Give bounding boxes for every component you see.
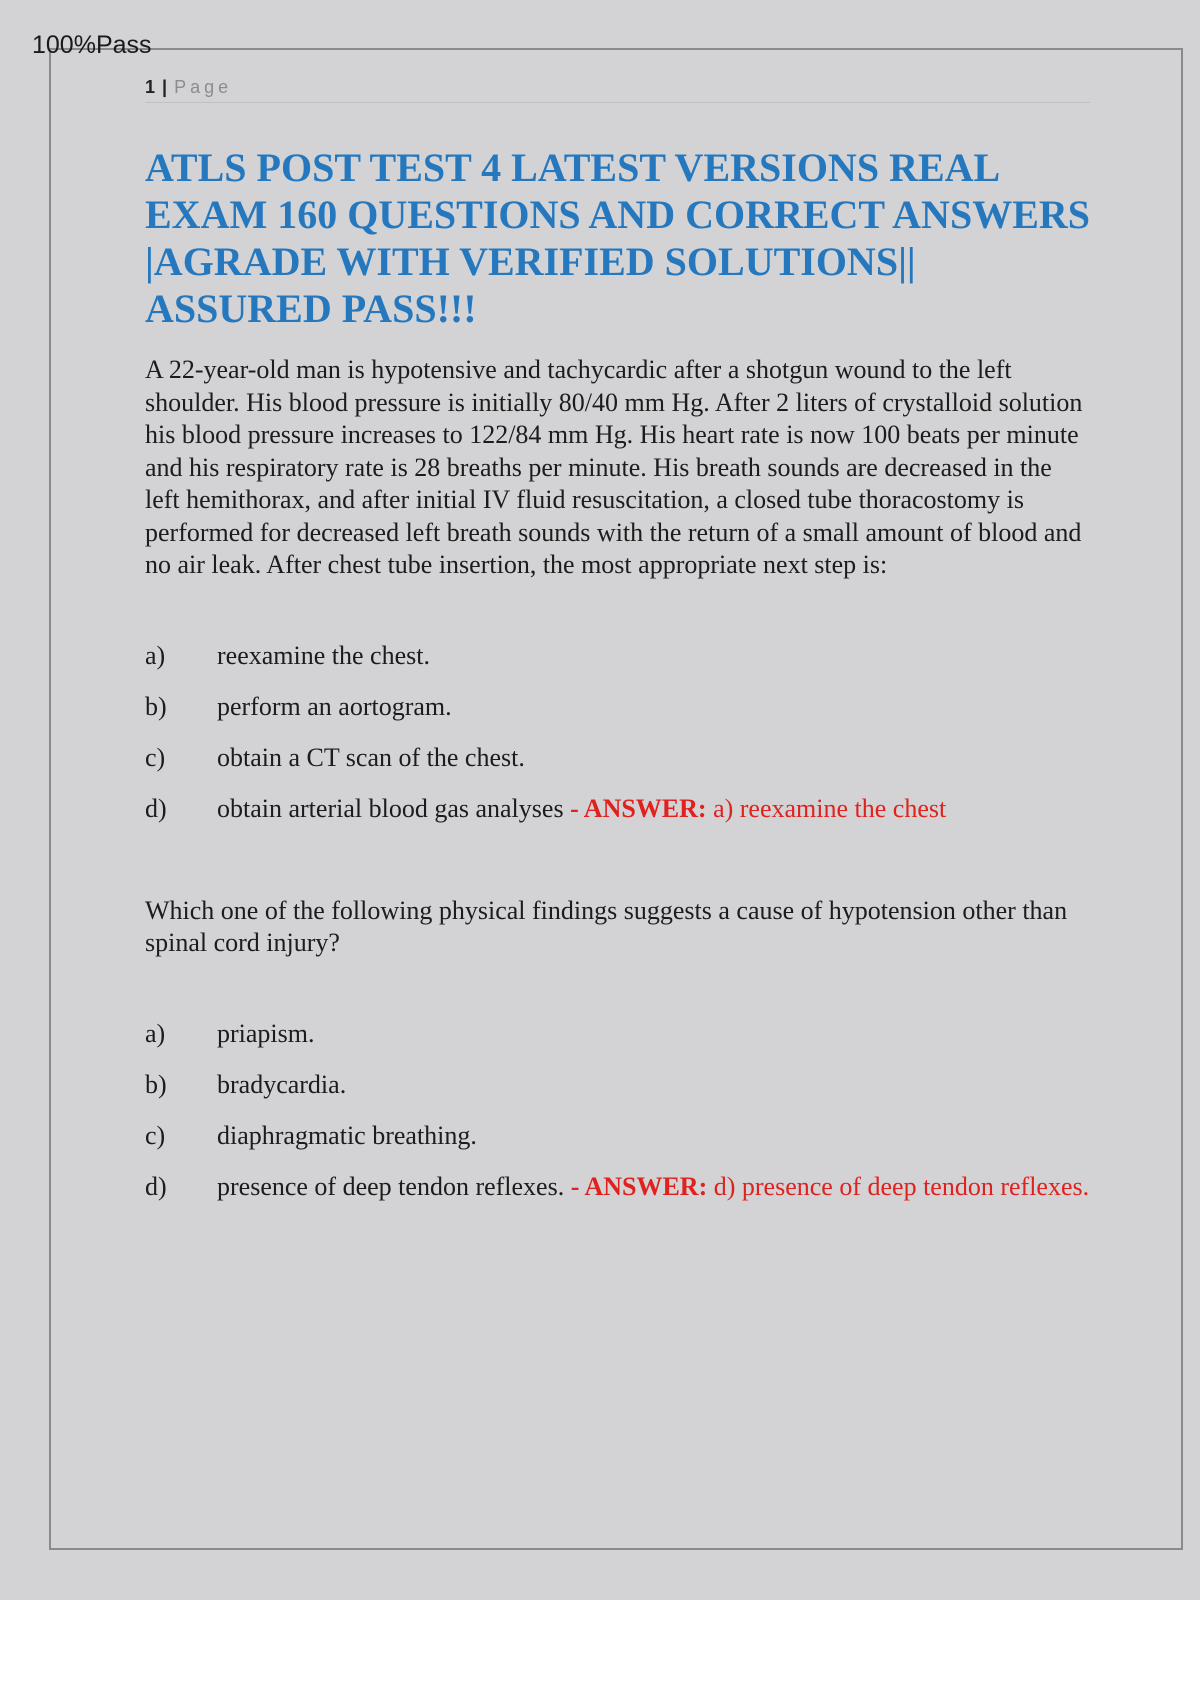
option-text: perform an aortogram. [217, 691, 452, 721]
option-c [145, 1120, 1090, 1152]
answer-options [145, 640, 1090, 825]
option-a [145, 640, 1090, 672]
option-text: obtain arterial blood gas analyses [217, 793, 564, 823]
option-letter: b) [145, 1069, 167, 1099]
question-text: Which one of the following physical findings suggests a cause of hypotension other than spinal cord injury? [145, 895, 1068, 957]
answer-value: a) reexamine the chest [713, 793, 947, 823]
option-letter: d) [145, 1171, 167, 1201]
option-text: priapism. [217, 1018, 315, 1048]
answer-value: d) presence of deep tendon reflexes. [713, 1171, 1090, 1201]
page-separator: | [162, 77, 168, 97]
question-text: A 22-year-old man is hypotensive and tachycardic after a shotgun wound to the left shoulder. His blood pressure is initially 80/40 mm Hg. After 2 liters of crystalloid solution his blood pressure increases to 122/84 mm Hg. His heart rate is now 100 beats per minute and his respiratory rate is 28 breaths per minute. His breath sounds are decreased in the left hemithorax, and after initial IV fluid resuscitation, a closed tube thoracostomy is performed for decreased left breath sounds with the return of a small amount of blood and no air leak. After chest tube insertion, the most appropriate next step is: [145, 355, 1083, 579]
option-letter: b) [145, 691, 167, 721]
option-text: diaphragmatic breathing. [217, 1120, 477, 1150]
option-letter: c) [145, 742, 166, 772]
page-number: 1 [145, 77, 156, 97]
answer-options [145, 1018, 1090, 1203]
option-d [145, 1171, 1090, 1203]
option-letter: c) [145, 1120, 166, 1150]
option-b [145, 691, 1090, 723]
watermark-text: 100%Pass [32, 31, 152, 59]
option-text: reexamine the chest. [217, 640, 430, 670]
option-c [145, 742, 1090, 774]
option-text: obtain a CT scan of the chest. [217, 742, 525, 772]
page-content [145, 144, 1090, 1222]
document-title: ATLS POST TEST 4 LATEST VERSIONS REAL EXAM 160 QUESTIONS AND CORRECT ANSWERS |AGRADE WITH VERIFIED SOLUTIONS|| ASSURED PASS!!! [145, 145, 1090, 331]
option-d [145, 793, 1090, 825]
option-letter: d) [145, 793, 167, 823]
option-text: presence of deep tendon reflexes. [217, 1171, 565, 1201]
answer-key [571, 1172, 1089, 1201]
option-letter: a) [145, 1018, 166, 1048]
question-1 [145, 354, 1090, 825]
option-a [145, 1018, 1090, 1050]
answer-label: - ANSWER: [570, 793, 707, 823]
question-2 [145, 895, 1090, 1203]
page-header [145, 74, 1090, 103]
option-text: bradycardia. [217, 1069, 347, 1099]
answer-key [570, 794, 946, 823]
option-letter: a) [145, 640, 166, 670]
page-label: Page [174, 77, 233, 97]
option-b [145, 1069, 1090, 1101]
answer-label: - ANSWER: [570, 1171, 708, 1201]
